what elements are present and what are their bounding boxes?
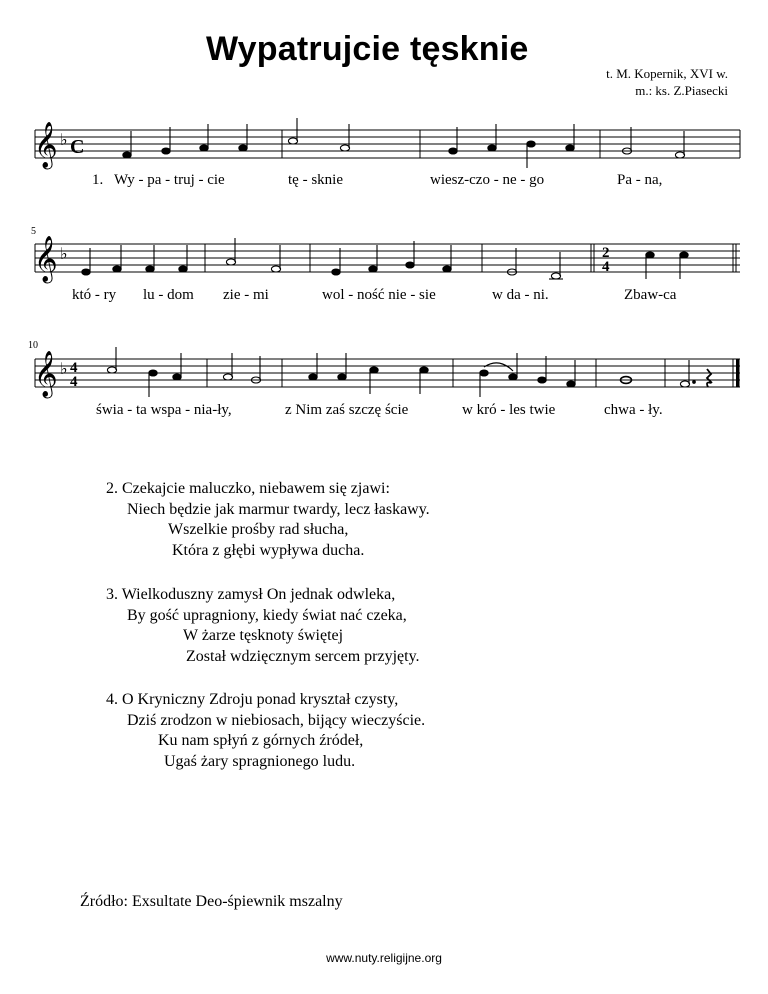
time-signature-top: 2 [602, 245, 610, 261]
lyric-syllables: Zbaw-ca [624, 287, 677, 303]
lyric-syllables: Wy - pa - truj - cie [114, 172, 225, 188]
verse-line: Wszelkie prośby rad słucha, [168, 521, 349, 538]
lyric-syllables: zie - mi [223, 287, 269, 303]
music-staff-2 [0, 232, 768, 292]
measure-number: 10 [28, 340, 38, 351]
verse-line: Został wdzięcznym sercem przyjęty. [186, 647, 420, 665]
treble-clef: 𝄞 [34, 236, 58, 282]
verse-line: 3. Wielkoduszny zamysł On jednak odwleka, [106, 586, 396, 603]
lyric-syllables: w kró - les twie [462, 402, 556, 418]
verse-3 [106, 585, 420, 667]
lyric-syllables: któ - ry [72, 287, 117, 303]
lyric-syllables: lu - dom [143, 287, 194, 303]
flat-sign: ♭ [60, 244, 68, 263]
lyric-syllables: wol - ność nie - sie [322, 287, 436, 303]
verse-line: Niech będzie jak marmur twardy, lecz łaskawy. [127, 500, 430, 518]
time-signature-bottom: 4 [602, 259, 610, 275]
lyric-syllables: chwa - ły. [604, 402, 663, 418]
lyric-syllables: wiesz-czo - ne - go [430, 172, 545, 188]
verse-line: 4. O Kryniczny Zdroju ponad kryształ czysty, [106, 691, 399, 708]
time-signature-bottom: 4 [70, 374, 78, 390]
verse-2 [106, 479, 430, 561]
music-staff-3 [0, 347, 768, 407]
lyric-syllables: w da - ni. [492, 287, 549, 303]
flat-sign: ♭ [60, 359, 68, 378]
time-signature-top: 4 [70, 360, 78, 376]
verse-number: 1. [92, 172, 104, 188]
music-author: m.: ks. Z.Piasecki [635, 83, 728, 98]
slur [484, 363, 513, 371]
lyric-syllables: tę - sknie [288, 172, 343, 188]
footer-url[interactable]: www.nuty.religijne.org [326, 951, 442, 965]
lyric-syllables: z Nim zaś szczę ście [285, 402, 409, 418]
source-note: Źródło: Exsultate Deo-śpiewnik mszalny [80, 893, 343, 910]
page-title: Wypatrujcie tęsknie [206, 30, 529, 68]
treble-clef: 𝄞 [34, 351, 58, 397]
verse-line: Która z głębi wypływa ducha. [172, 541, 365, 559]
flat-sign: ♭ [60, 130, 68, 149]
verse-line: 2. Czekajcie maluczko, niebawem się zjawi: [106, 480, 390, 497]
verse-line: By gość upragniony, kiedy świat nać czeka, [127, 606, 407, 624]
music-staff-1 [0, 118, 768, 178]
lyric-syllables: świa - ta wspa - nia-ły, [96, 402, 232, 418]
treble-clef: 𝄞 [34, 122, 58, 168]
verse-4 [106, 690, 425, 772]
quarter-rest [707, 369, 712, 387]
lyric-syllables: Pa - na, [617, 172, 663, 188]
verse-line: Ugaś żary spragnionego ludu. [164, 752, 356, 770]
verse-line: Ku nam spłyń z górnych źródeł, [158, 732, 364, 749]
text-author: t. M. Kopernik, XVI w. [606, 66, 728, 81]
verse-line: Dziś zrodzon w niebiosach, bijący wieczyście. [127, 711, 426, 729]
verse-line: W żarze tęsknoty świętej [183, 627, 344, 644]
measure-number: 5 [31, 226, 36, 237]
time-signature-common: C [70, 136, 85, 158]
